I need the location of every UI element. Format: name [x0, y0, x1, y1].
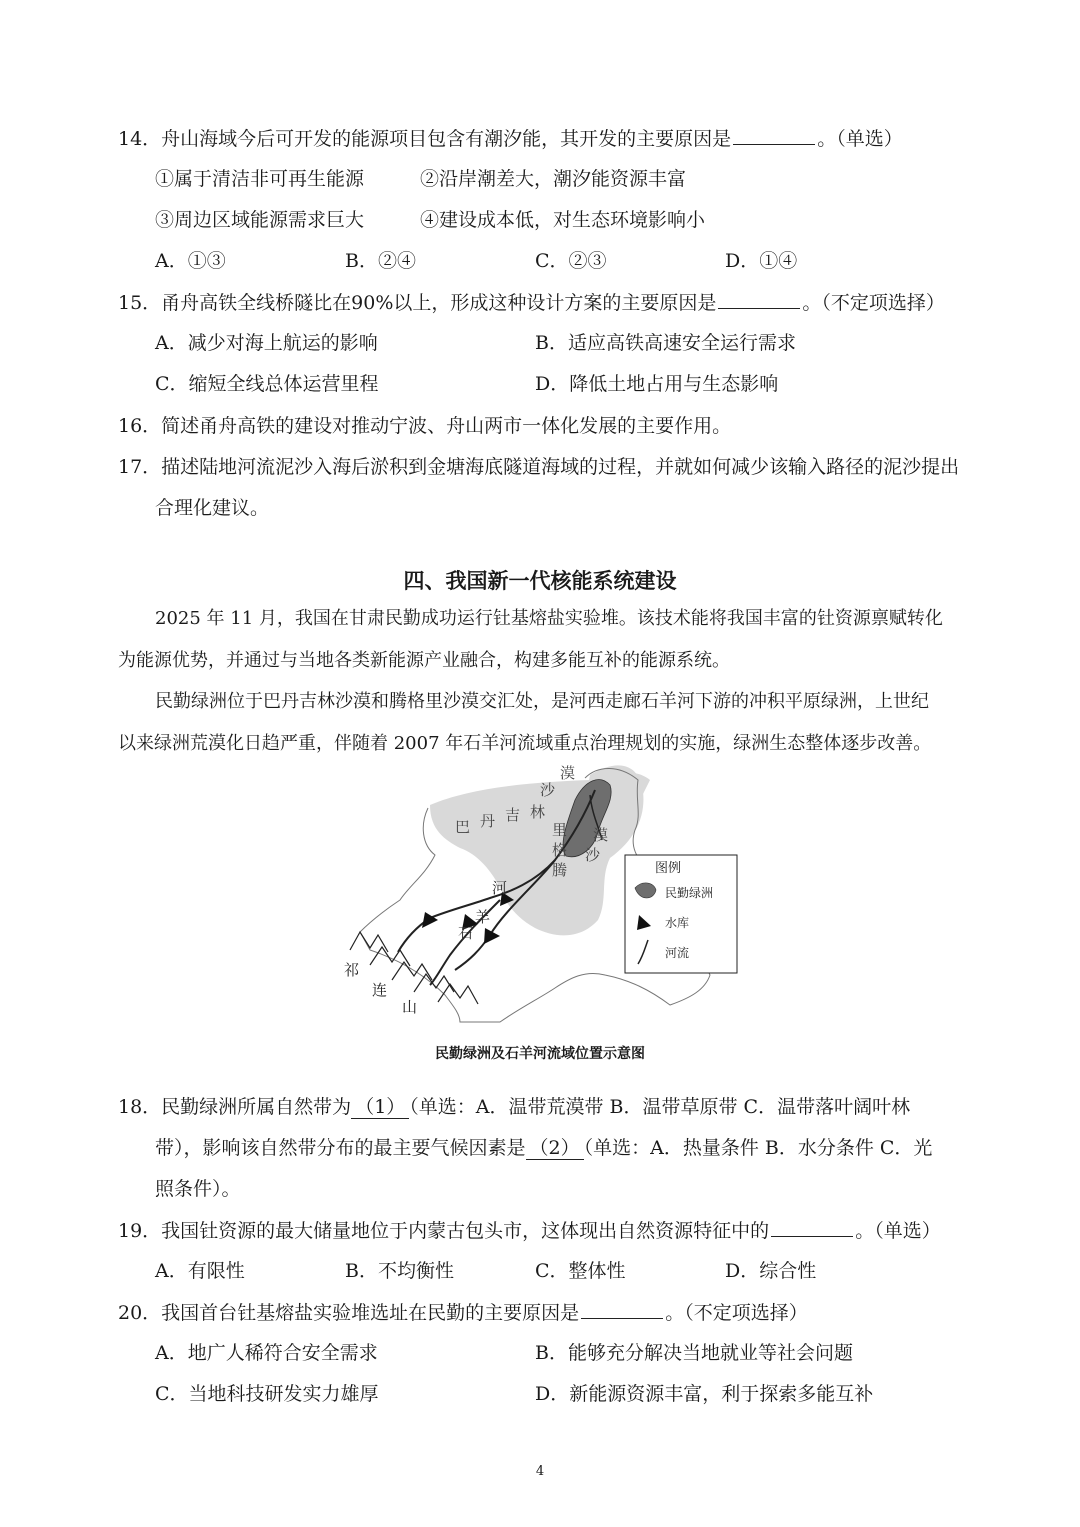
q15-stem: 15．甬舟高铁全线桥隧比在90%以上，形成这种设计方案的主要原因是 。（不定项选择） — [118, 292, 945, 314]
map-label: 腾 — [552, 861, 568, 879]
q14-option-c[interactable]: C．②③ — [535, 250, 607, 272]
q20-option-b[interactable]: B．能够充分解决当地就业等社会问题 — [535, 1342, 853, 1364]
q19-option-c[interactable]: C．整体性 — [535, 1260, 626, 1282]
reservoir-marker — [422, 912, 438, 928]
legend-river-label: 河流 — [665, 946, 690, 960]
map-label: 山 — [402, 998, 418, 1016]
q14-option-b[interactable]: B．②④ — [345, 250, 416, 272]
map-label: 漠 — [593, 826, 609, 844]
intro-paragraph-1-line1: 2025 年 11 月，我国在甘肃民勤成功运行钍基熔盐实验堆。该技术能将我国丰富的钍资源禀赋转化 — [155, 608, 943, 629]
q20-option-a[interactable]: A．地广人稀符合安全需求 — [155, 1342, 378, 1364]
q15-option-c[interactable]: C．缩短全线总体运营里程 — [155, 373, 379, 395]
map-label: 吉 — [505, 806, 521, 824]
section-title: 四、我国新一代核能系统建设 — [403, 568, 677, 593]
q15-option-b[interactable]: B．适应高铁高速安全运行需求 — [535, 332, 796, 354]
q16-stem: 16．简述甬舟高铁的建设对推动宁波、舟山两市一体化发展的主要作用。 — [118, 415, 732, 437]
q14-option-a[interactable]: A．①③ — [155, 250, 226, 272]
q18-stem-line1: 18．民勤绿洲所属自然带为 （1） （单选：A．温带荒漠带 B．温带草原带 C．温带落叶阔叶林 — [118, 1096, 911, 1118]
answer-blank[interactable] — [733, 126, 815, 145]
q18-stem-line2: 带），影响该自然带分布的最主要气候因素是 （2） （单选：A．热量条件 B．水分条件 C．光 — [155, 1137, 933, 1159]
q19-option-b[interactable]: B．不均衡性 — [345, 1260, 454, 1282]
q19-option-d[interactable]: D．综合性 — [725, 1260, 817, 1282]
map-label: 羊 — [475, 908, 491, 926]
map-label: 漠 — [560, 764, 576, 782]
q20-stem: 20．我国首台钍基熔盐实验堆选址在民勤的主要原因是 。（不定项选择） — [118, 1302, 808, 1324]
answer-blank-1[interactable]: （1） — [351, 1096, 409, 1119]
q14-option-d[interactable]: D．①④ — [725, 250, 798, 272]
map-label: 祁 — [344, 961, 360, 979]
map-label: 石 — [458, 924, 474, 942]
answer-blank[interactable] — [581, 1300, 663, 1319]
q19-option-a[interactable]: A．有限性 — [155, 1260, 245, 1282]
map-label: 丹 — [480, 812, 496, 830]
map-label: 沙 — [540, 781, 556, 799]
q18-stem-line3: 照条件）。 — [155, 1178, 241, 1200]
map-label: 里 — [552, 821, 568, 839]
q14-item-1: ①属于清洁非可再生能源 — [155, 168, 365, 190]
legend-title: 图例 — [655, 861, 682, 876]
map-legend — [625, 855, 737, 973]
map-label: 连 — [372, 981, 388, 999]
intro-paragraph-1-line2: 为能源优势，并通过与当地各类新能源产业融合，构建多能互补的能源系统。 — [118, 650, 730, 671]
answer-blank[interactable] — [718, 290, 800, 309]
q14-item-4: ④建设成本低，对生态环境影响小 — [420, 209, 706, 231]
q14-item-2: ②沿岸潮差大，潮汐能资源丰富 — [420, 168, 687, 190]
map-label: 格 — [552, 841, 568, 859]
map-label: 巴 — [455, 818, 471, 836]
q14-item-3: ③周边区域能源需求巨大 — [155, 209, 365, 231]
legend-oasis-label: 民勤绿洲 — [665, 886, 714, 900]
q17-stem-line2: 合理化建议。 — [155, 497, 270, 519]
intro-paragraph-2-line1: 民勤绿洲位于巴丹吉林沙漠和腾格里沙漠交汇处，是河西走廊石羊河下游的冲积平原绿洲，上世纪 — [155, 691, 929, 712]
map-label: 林 — [530, 803, 546, 821]
q15-option-a[interactable]: A．减少对海上航运的影响 — [155, 332, 378, 354]
answer-blank[interactable] — [771, 1218, 853, 1237]
figure-caption: 民勤绿洲及石羊河流域位置示意图 — [435, 1046, 645, 1062]
q19-stem: 19．我国钍资源的最大储量地位于内蒙古包头市，这体现出自然资源特征中的 。（单选） — [118, 1220, 941, 1242]
q15-option-d[interactable]: D．降低土地占用与生态影响 — [535, 373, 779, 395]
answer-blank-2[interactable]: （2） — [526, 1137, 584, 1160]
page-number: 4 — [535, 1464, 545, 1479]
minqin-oasis-map — [330, 760, 750, 1030]
legend-reservoir-label: 水库 — [665, 916, 690, 930]
q20-option-d[interactable]: D．新能源资源丰富，利于探索多能互补 — [535, 1383, 874, 1405]
intro-paragraph-2-line2: 以来绿洲荒漠化日趋严重，伴随着 2007 年石羊河流域重点治理规划的实施，绿洲生态整体逐步改善。 — [118, 733, 932, 754]
map-label: 沙 — [585, 846, 601, 864]
q17-stem-line1: 17．描述陆地河流泥沙入海后淤积到金塘海底隧道海域的过程，并就如何减少该输入路径的泥沙提出 — [118, 456, 960, 478]
q14-stem: 14．舟山海域今后可开发的能源项目包含有潮汐能，其开发的主要原因是 。（单选） — [118, 128, 903, 150]
q20-option-c[interactable]: C．当地科技研发实力雄厚 — [155, 1383, 379, 1405]
map-label: 河 — [492, 879, 508, 897]
